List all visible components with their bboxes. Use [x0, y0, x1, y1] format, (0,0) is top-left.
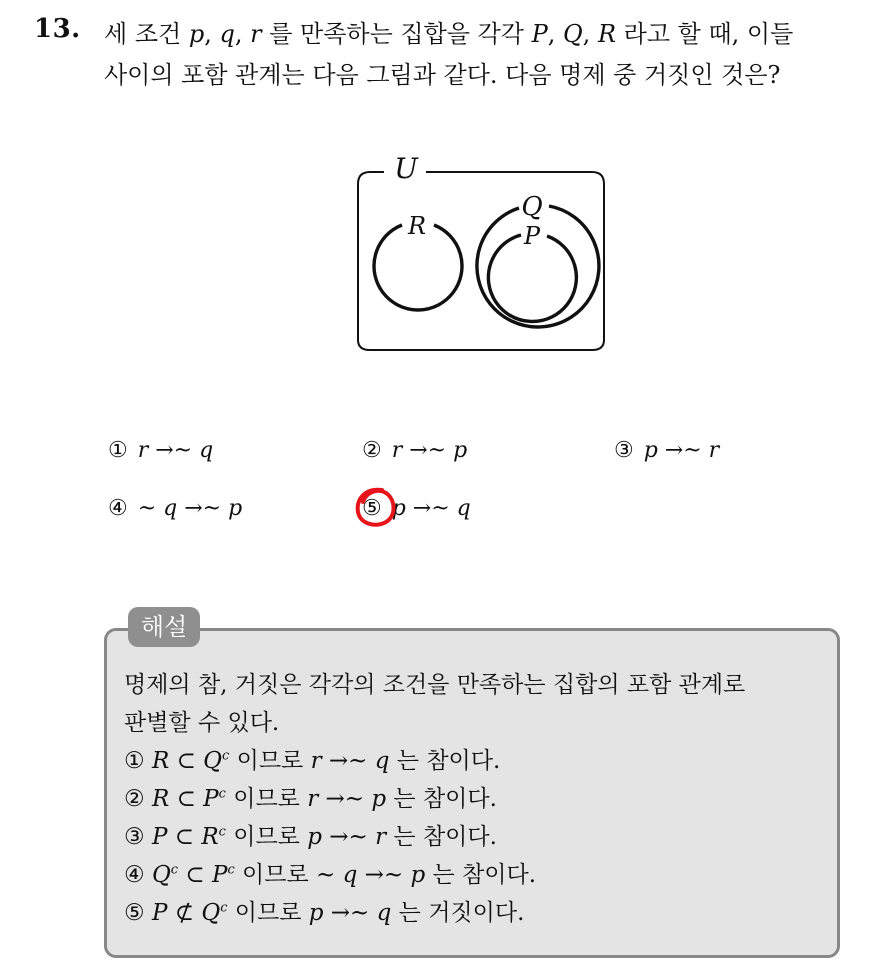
complement-superscript: c	[220, 900, 228, 916]
set-symbol: P	[151, 824, 168, 850]
item-text: 이므로	[225, 786, 308, 812]
question-text-part: 세 조건	[104, 20, 189, 48]
set-symbol: Q	[203, 748, 223, 774]
explanation-item-4	[124, 856, 536, 889]
venn-diagram	[354, 146, 610, 356]
set-symbol: P	[203, 786, 219, 812]
item-number: ③	[124, 824, 145, 850]
choice-number: ④	[108, 496, 128, 521]
item-text: 는 거짓이다.	[391, 900, 525, 926]
explanation-item-1	[124, 742, 500, 775]
choice-2[interactable]	[362, 438, 467, 463]
complement-superscript: c	[227, 862, 235, 878]
condition-r: r	[250, 20, 262, 48]
separator: ,	[547, 20, 563, 48]
item-number: ①	[124, 748, 145, 774]
explanation-line-1: 명제의 참, 거짓은 각각의 조건을 만족하는 집합의 포함 관계로	[124, 672, 746, 698]
explanation-item-5	[124, 894, 524, 927]
universe-box	[358, 172, 604, 350]
set-symbol: P	[211, 862, 228, 888]
choice-number: ①	[108, 438, 128, 463]
condition-p: p	[188, 20, 205, 48]
choice-number: ③	[614, 438, 634, 463]
item-expression: p →~ q	[308, 900, 392, 926]
relation-symbol: ⊂	[169, 786, 204, 812]
choice-number: ②	[362, 438, 382, 463]
set-P: P	[531, 20, 548, 48]
item-expression: r →~ q	[310, 748, 390, 774]
set-P-label: P	[523, 222, 541, 250]
set-symbol: Q	[201, 900, 221, 926]
choice-expression: r →~ p	[391, 438, 468, 463]
choice-expression: p →~ q	[391, 496, 471, 521]
choice-4[interactable]	[108, 496, 242, 521]
explanation-item-2	[124, 780, 497, 813]
answer-circle-mark	[352, 484, 400, 532]
question-text-line-2: 사이의 포함 관계는 다음 그림과 같다. 다음 명제 중 거짓인 것은?	[104, 61, 781, 89]
question-text-part: 라고 할 때, 이들	[616, 20, 794, 48]
choice-3[interactable]	[614, 438, 719, 463]
relation-symbol: ⊄	[167, 900, 202, 926]
item-expression: r →~ p	[307, 786, 387, 812]
item-expression: p →~ r	[307, 824, 387, 850]
item-text: 이므로	[227, 900, 309, 926]
item-text: 는 참이다.	[389, 748, 501, 774]
set-symbol: P	[151, 900, 168, 926]
set-R: R	[597, 20, 617, 48]
separator: ,	[582, 20, 598, 48]
set-Q: Q	[562, 20, 583, 48]
choice-number: ⑤	[362, 496, 382, 521]
set-symbol: R	[151, 748, 170, 774]
complement-superscript: c	[222, 748, 230, 764]
item-text: 이므로	[229, 748, 311, 774]
item-number: ④	[124, 862, 145, 888]
set-symbol: R	[151, 786, 170, 812]
answer-circle-stroke	[358, 490, 394, 525]
item-text: 는 참이다.	[425, 862, 537, 888]
separator: ,	[234, 20, 251, 48]
question-number: 13.	[34, 14, 81, 44]
set-Q-label: Q	[521, 192, 543, 222]
set-R-label: R	[407, 212, 427, 240]
explanation-line-2: 판별할 수 있다.	[124, 710, 280, 736]
item-number: ⑤	[124, 900, 145, 926]
explanation-item-3	[124, 818, 497, 851]
relation-symbol: ⊂	[178, 862, 212, 888]
complement-superscript: c	[170, 862, 179, 878]
question-text-line-1	[104, 14, 793, 49]
complement-superscript: c	[218, 824, 226, 840]
separator: ,	[204, 20, 220, 48]
relation-symbol: ⊂	[169, 748, 204, 774]
choice-expression: p →~ r	[643, 438, 720, 463]
choice-expression: ~ q →~ p	[137, 496, 243, 521]
item-text: 이므로	[234, 862, 317, 888]
condition-q: q	[219, 20, 235, 48]
explanation-tag: 해설	[128, 607, 200, 647]
complement-superscript: c	[218, 786, 226, 802]
universe-label: U	[394, 152, 418, 185]
item-number: ②	[124, 786, 145, 812]
item-text: 이므로	[225, 824, 308, 850]
item-text: 는 참이다.	[386, 786, 497, 812]
set-symbol: Q	[151, 862, 171, 888]
set-symbol: R	[201, 824, 219, 850]
relation-symbol: ⊂	[167, 824, 202, 850]
choice-expression: r →~ q	[137, 438, 214, 463]
item-expression: ~ q →~ p	[316, 862, 426, 888]
question-text-part: 를 만족하는 집합을 각각	[261, 20, 532, 48]
choice-1[interactable]	[108, 438, 213, 463]
item-text: 는 참이다.	[386, 824, 497, 850]
